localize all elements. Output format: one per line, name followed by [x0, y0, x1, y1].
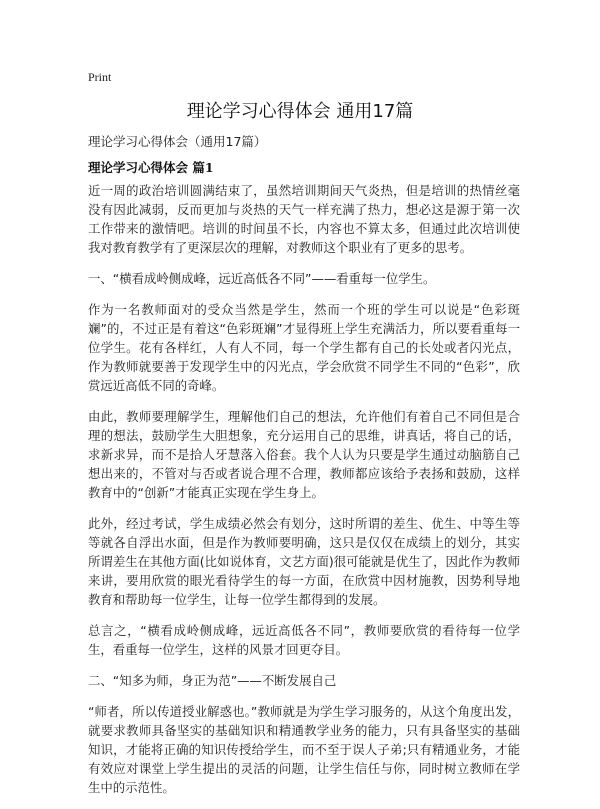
- paragraph: 总言之，“横看成岭侧成峰，远近高低各不同”，教师要欣赏的看待每一位学生，看重每一位学生，这样的风景才回更夺目。: [88, 623, 520, 657]
- paragraph: “师者，所以传道授业解惑也。”教师就是为学生学习服务的，从这个角度出发，就要求教师具备坚实的基础知识和精通教学业务的能力，只有具备坚实的基础知识，才能将正确的知识传授给学生，而不至于误人子弟;只有精通业务，才能有效应对课堂上学生提出的灵活的问题，让学生信任与你，同时树立教师在学生中的示范性。: [88, 704, 520, 795]
- paragraph-intro: 近一周的政治培训圆满结束了，虽然培训期间天气炎热，但是培训的热情丝毫没有因此减弱，反而更加与炎热的天气一样充满了热力，想必这是源于第一次工作带来的激情吧。培训的时间虽不长，内容也不算太多，但通过此次培训使我对教育教学有了更深层次的理解，对教师这个职业有了更多的思考。: [88, 183, 520, 255]
- paragraph: 由此，教师要理解学生，理解他们自己的想法，允许他们有着自己不同但是合理的想法，鼓励学生大胆想象，充分运用自己的思维，讲真话，将自己的话，求新求异，而不是拾人牙慧落入俗套。我个人认为只要是学生通过动脑筋自己想出来的，不管对与否或者说合理不合理，教师都应该给予表扬和鼓励，这样教育中的“创新”才能真正实现在学生身上。: [88, 409, 520, 500]
- paragraph-heading-two: 二、“知多为师，身正为范”——不断发展自己: [88, 673, 337, 688]
- document-body: [88, 181, 520, 809]
- paragraph: 此外，经过考试，学生成绩必然会有划分，这时所谓的差生、优生、中等生等等就各自浮出水面，但是作为教师要明确，这只是仅仅在成绩上的划分，其实所谓差生在其他方面(比如说体育，文艺方面)很可能就是优生了，因此作为教师来讲，要用欣赏的眼光看待学生的每一方面，在欣赏中因材施教，因势利导地教育和帮助每一位学生，让每一位学生都得到的发展。: [88, 516, 520, 607]
- print-label: Print: [88, 70, 112, 84]
- document-title: 理论学习心得体会 通用17篇: [186, 101, 414, 122]
- section-heading: 理论学习心得体会 篇1: [88, 160, 214, 175]
- paragraph-heading-one: 一、“横看成岭侧成峰，远近高低各不同”——看重每一位学生。: [88, 271, 436, 286]
- paragraph: 作为一名教师面对的受众当然是学生，然而一个班的学生可以说是“色彩斑斓”的，不过正是有着这“色彩斑斓”才显得班上学生充满活力，所以要看重每一位学生。花有各样红，人有人不同，每一个学生都有自己的长处或者闪光点，作为教师就要善于发现学生中的闪光点，学会欣赏不同学生不同的“色彩”，欣赏远近高低不同的奇峰。: [88, 302, 520, 393]
- document-subtitle: 理论学习心得体会（通用17篇）: [88, 134, 267, 149]
